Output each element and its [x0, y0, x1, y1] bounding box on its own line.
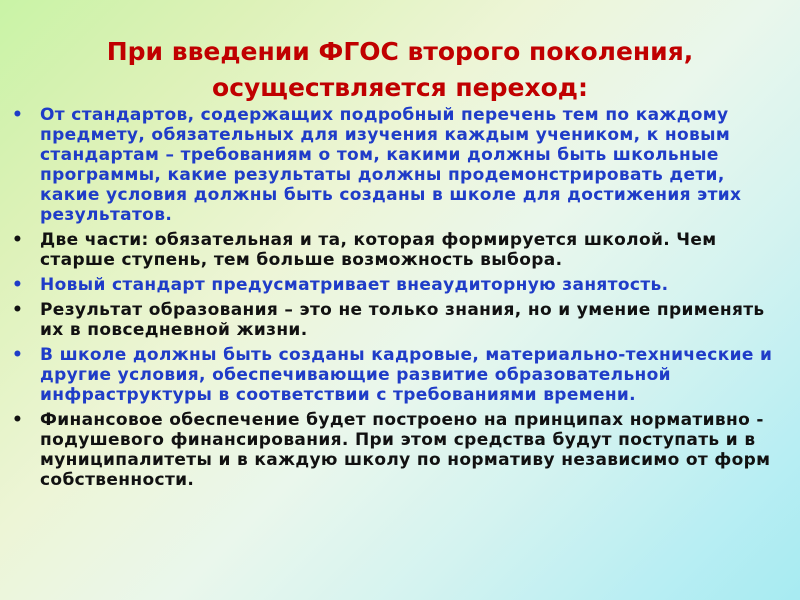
bullet-text: В школе должны быть созданы кадровые, материально-технические и другие условия, обеспечивающие развитие образовательной инфраструктуры в соответствии с требованиями времени.	[40, 345, 773, 405]
bullet-dot-icon: •	[12, 410, 24, 430]
bullet-item-standards	[0, 105, 800, 225]
bullet-item-two-parts	[0, 230, 800, 270]
slide-title	[40, 34, 760, 106]
bullet-item-school-conditions	[0, 345, 800, 405]
bullet-text: Новый стандарт предусматривает внеаудиторную занятость.	[40, 275, 669, 295]
bullet-dot-icon: •	[12, 300, 24, 320]
bullet-dot-icon: •	[12, 345, 24, 365]
bullet-dot-icon: •	[12, 275, 24, 295]
bullet-text: Результат образования – это не только знания, но и умение применять их в повседневной жизни.	[40, 300, 765, 340]
bullet-item-extracurricular	[0, 275, 800, 295]
bullet-dot-icon: •	[12, 230, 24, 250]
bullet-item-education-result	[0, 300, 800, 340]
bullet-text: Финансовое обеспечение будет построено на принципах нормативно - подушевого финансирования. При этом средства будут поступать и в муниципалитеты и в каждую школу по нормативу независимо от форм собственности.	[40, 410, 771, 490]
bullet-list	[0, 105, 800, 495]
bullet-text: От стандартов, содержащих подробный перечень тем по каждому предмету, обязательных для изучения каждым учеником, к новым стандартам – требованиям о том, какими должны быть школьные программы, какие результаты должны продемонстрировать дети, какие условия должны быть созданы в школе для достижения этих результатов.	[40, 105, 742, 225]
bullet-dot-icon: •	[12, 105, 24, 125]
bullet-text: Две части: обязательная и та, которая формируется школой. Чем старше ступень, тем больше возможность выбора.	[40, 230, 717, 270]
bullet-item-financing	[0, 410, 800, 490]
title-line-2: осуществляется переход:	[212, 73, 588, 102]
title-line-1: При введении ФГОС второго поколения,	[106, 37, 694, 66]
